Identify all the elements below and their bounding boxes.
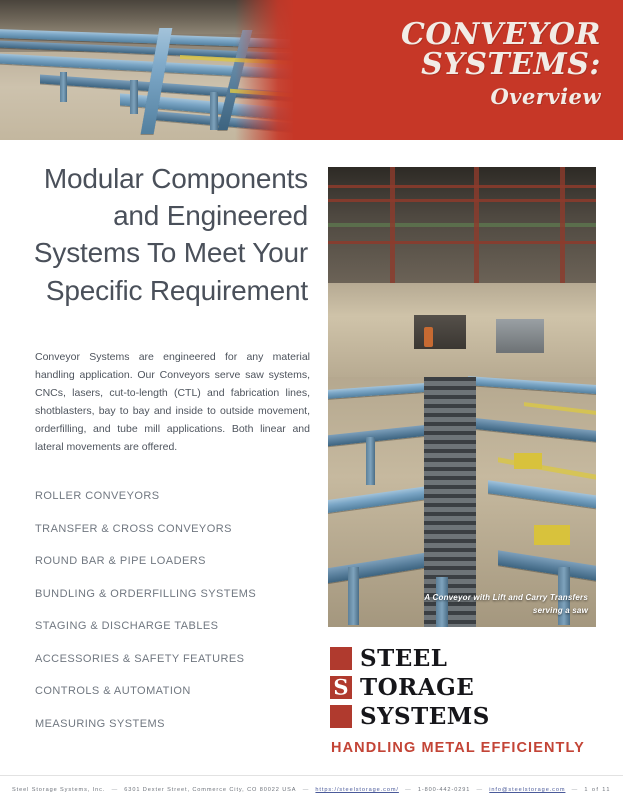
- photo-rafter: [328, 185, 596, 188]
- logo-square-s-icon: [330, 676, 352, 699]
- photo-support-leg: [348, 567, 359, 625]
- footer-phone: 1-800-442-0291: [417, 787, 471, 793]
- list-item: STAGING & DISCHARGE TABLES: [35, 620, 219, 632]
- photo-column: [390, 167, 395, 287]
- photo-column: [560, 167, 565, 287]
- logo-word-systems: SYSTEMS: [360, 702, 490, 730]
- conveyor-saw-photo: [328, 167, 596, 627]
- list-item: MEASURING SYSTEMS: [35, 717, 165, 730]
- logo-square-icon: [330, 705, 352, 728]
- logo-square-icon: [330, 647, 352, 670]
- page-title-line1: CONVEYOR: [400, 17, 601, 52]
- photo-roller-conveyor: [424, 377, 476, 627]
- footer-separator: —: [571, 787, 579, 793]
- list-item: TRANSFER & CROSS CONVEYORS: [35, 522, 232, 535]
- footer-email-link[interactable]: info@steelstorage.com: [489, 787, 566, 793]
- section-headline: Modular Components and Engineered Systems To Meet Your Specific Requirement: [33, 163, 308, 306]
- footer-address: 6301 Dexter Street, Commerce City, CO 80022 USA: [124, 787, 297, 793]
- footer-separator: —: [405, 787, 412, 793]
- footer-page-number: 1 of 11: [584, 787, 611, 793]
- logo-word-steel: STEEL: [360, 644, 448, 672]
- header-red-panel: [293, 0, 623, 140]
- logo-row-storage: [330, 674, 600, 700]
- feature-list: [35, 490, 320, 750]
- photo-column: [474, 167, 479, 295]
- company-tagline: HANDLING METAL EFFICIENTLY: [331, 740, 585, 756]
- logo-row-systems: [330, 703, 600, 729]
- photo-worker: [424, 327, 433, 347]
- company-logo: [330, 645, 600, 732]
- photo-yellow-unit: [534, 525, 570, 545]
- page-title: [400, 17, 601, 109]
- footer-company: Steel Storage Systems, Inc.: [12, 787, 106, 793]
- photo-machine: [496, 319, 544, 353]
- logo-word-storage: TORAGE: [360, 673, 475, 701]
- list-item: ROUND BAR & PIPE LOADERS: [35, 555, 206, 567]
- footer-separator: —: [302, 787, 310, 793]
- list-item: BUNDLING & ORDERFILLING SYSTEMS: [35, 587, 257, 600]
- header-photo-support-leg: [60, 72, 67, 102]
- photo-caption-line2: serving a saw: [532, 605, 588, 615]
- header-photo-support-leg: [130, 80, 138, 114]
- photo-rafter: [328, 199, 596, 202]
- list-item: ACCESSORIES & SAFETY FEATURES: [35, 652, 245, 665]
- page-header-banner: [0, 0, 623, 140]
- photo-rafter: [328, 241, 596, 244]
- logo-s-letter: S: [333, 674, 349, 700]
- header-photo-support-leg: [210, 92, 218, 130]
- page-subtitle: Overview: [490, 84, 601, 109]
- photo-machine: [414, 315, 466, 349]
- photo-caption-line1: A Conveyor with Lift and Carry Transfers: [424, 593, 588, 603]
- footer-separator: —: [111, 787, 119, 793]
- photo-yellow-unit: [514, 453, 542, 469]
- photo-caption: [388, 592, 588, 617]
- page-title-line2: SYSTEMS:: [421, 47, 601, 82]
- page-footer: [0, 775, 623, 804]
- header-red-gradient-edge: [235, 0, 295, 140]
- footer-separator: —: [476, 787, 483, 793]
- footer-website-link[interactable]: https://steelstorage.com/: [315, 787, 399, 793]
- logo-row-steel: [330, 645, 600, 671]
- photo-support-leg: [366, 437, 375, 485]
- footer-content: [0, 787, 623, 793]
- list-item: CONTROLS & AUTOMATION: [35, 685, 191, 697]
- intro-paragraph: Conveyor Systems are engineered for any material handling application. Our Conveyors serve saw systems, CNCs, lasers, cut-to-length (CTL) and fabrication lines, shotblasters, bay to bay and inside to outside movement, orderfilling, and tube mill applications. Both linear and lateral movements are offered.: [35, 351, 310, 454]
- list-item: ROLLER CONVEYORS: [35, 490, 160, 502]
- photo-green-beam: [328, 223, 596, 227]
